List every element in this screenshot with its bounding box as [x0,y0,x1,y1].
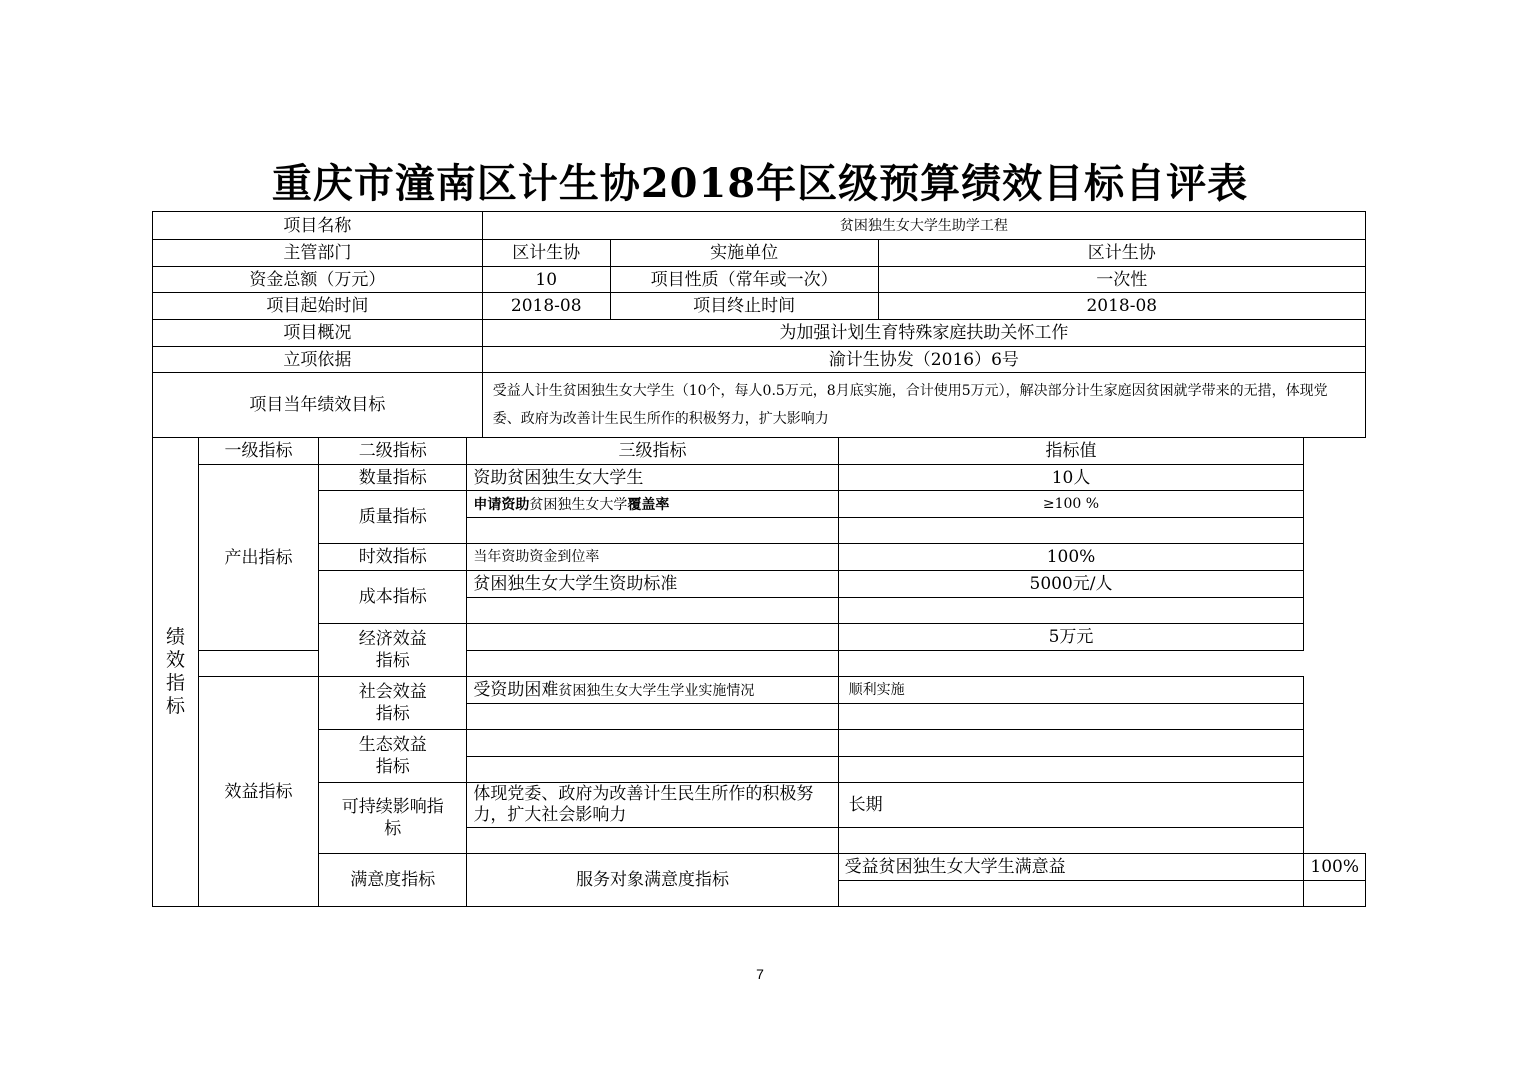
empty-cell [467,828,838,854]
section-label: 绩效指标 [165,626,185,717]
eco-label: 生态效益指标 [319,730,467,783]
empty-cell [838,828,1304,854]
social-label: 社会效益指标 [319,677,467,730]
quality-l3 [467,491,838,518]
funds-value: 10 [482,267,610,293]
funds-label: 资金总额（万元） [153,267,483,293]
service-l3: 受益贫困独生女大学生满意益 [838,854,1304,881]
empty-cell [467,598,838,624]
nature-label: 项目性质（常年或一次） [610,267,878,293]
quantity-value: 10人 [838,465,1304,491]
performance-indicator-section [153,438,199,907]
empty-cell [838,518,1304,544]
empty-cell [838,704,1304,730]
quantity-label: 数量指标 [319,465,467,491]
overview-label: 项目概况 [153,320,483,347]
col-level3-header: 三级指标 [467,438,838,465]
sustain-label: 可持续影响指标 [319,783,467,854]
empty-cell [838,757,1304,783]
performance-indicator-table [152,437,1366,907]
empty-cell [199,651,319,677]
basis-value: 渝计生协发（2016）6号 [482,347,1365,373]
start-label: 项目起始时间 [153,293,483,320]
benefit-indicator-label: 效益指标 [199,677,319,907]
end-label: 项目终止时间 [610,293,878,320]
col-level1-header: 一级指标 [199,438,319,465]
social-value: 顺利实施 [838,677,1304,704]
page-number: 7 [756,966,764,982]
start-value: 2018-08 [482,293,610,320]
empty-cell [838,730,1304,757]
timeliness-label: 时效指标 [319,544,467,571]
empty-cell [467,704,838,730]
quality-label: 质量指标 [319,491,467,544]
impl-unit-value: 区计生协 [878,240,1365,267]
sustain-l3: 体现党委、政府为改善计生民生所作的积极努力，扩大社会影响力 [467,783,838,828]
basis-label: 立项依据 [153,347,483,373]
project-name-value: 贫困独生女大学生助学工程 [482,212,1365,240]
empty-cell [467,518,838,544]
economic-value: 5万元 [838,624,1304,651]
col-value-header: 指标值 [838,438,1304,465]
timeliness-value: 100% [838,544,1304,571]
timeliness-l3: 当年资助资金到位率 [467,544,838,571]
empty-cell [1304,881,1366,907]
empty-cell [467,730,838,757]
satisfaction-indicator-label: 满意度指标 [319,854,467,907]
col-level2-header: 二级指标 [319,438,467,465]
quality-l3-mid: 贫困独生女大学 [529,496,628,513]
impl-unit-label: 实施单位 [610,240,878,267]
project-info-table [152,211,1366,438]
social-l3-suffix: 贫困独生女大学生学业实施情况 [558,682,755,699]
empty-cell [467,757,838,783]
empty-cell [838,881,1304,907]
document-title: 重庆市潼南区计生协2018年区级预算绩效目标自评表 [271,160,1249,207]
project-name-label: 项目名称 [153,212,483,240]
social-l3-prefix: 受资助困难 [473,679,559,700]
empty-cell [838,598,1304,624]
quantity-l3: 资助贫困独生女大学生 [467,465,838,491]
empty-cell [467,651,838,677]
goal-label: 项目当年绩效目标 [153,373,483,438]
cost-label: 成本指标 [319,571,467,624]
quality-l3-suffix: 覆盖率 [627,496,670,513]
goal-value: 受益人计生贫困独生女大学生（10个，每人0.5万元，8月底实施，合计使用5万元），解决部分计生家庭因贫困就学带来的无措，体现党委、政府为改善计生民生所作的积极努力，扩大影响力 [482,373,1365,438]
empty-cell [467,624,838,651]
dept-value: 区计生协 [482,240,610,267]
dept-label: 主管部门 [153,240,483,267]
quality-l3-prefix: 申请资助 [473,496,530,513]
output-indicator-label: 产出指标 [199,465,319,651]
sustain-value: 长期 [838,783,1304,828]
service-label: 服务对象满意度指标 [467,854,838,907]
nature-value: 一次性 [878,267,1365,293]
cost-value: 5000元/人 [838,571,1304,598]
quality-value: ≥100 % [838,491,1304,518]
social-l3 [467,677,838,704]
economic-label: 经济效益指标 [319,624,467,677]
service-value: 100% [1304,854,1366,881]
end-value: 2018-08 [878,293,1365,320]
cost-l3: 贫困独生女大学生资助标准 [467,571,838,598]
overview-value: 为加强计划生育特殊家庭扶助关怀工作 [482,320,1365,347]
